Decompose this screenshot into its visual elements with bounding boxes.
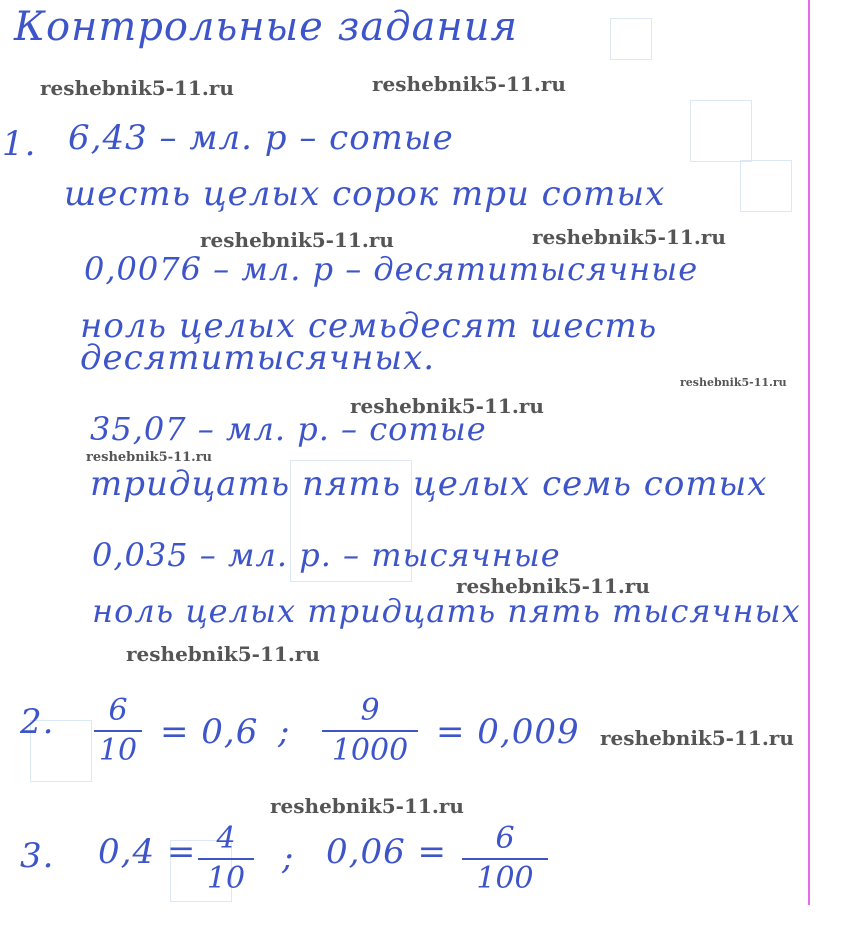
task1-words-cont: десятитысячных. <box>80 338 436 378</box>
margin-line <box>808 0 810 905</box>
fraction-denominator: 1000 <box>331 733 409 768</box>
fraction-denominator: 10 <box>206 861 246 896</box>
task2-result-2: = 0,009 <box>436 712 580 752</box>
watermark: reshebnik5-11.ru <box>40 76 234 100</box>
task1-expr: 0,035 – мл. р. – тысячные <box>92 536 561 574</box>
grid-cell <box>740 160 792 212</box>
watermark: reshebnik5-11.ru <box>680 376 787 389</box>
watermark: reshebnik5-11.ru <box>372 72 566 96</box>
task3-lhs-2: 0,06 = <box>326 832 447 872</box>
task1-words: ноль целых семьдесят шесть <box>80 306 658 346</box>
task3-fraction-2 <box>462 822 548 896</box>
grid-cell <box>690 100 752 162</box>
watermark: reshebnik5-11.ru <box>270 794 464 818</box>
task1-words: ноль целых тридцать пять тысячных <box>92 592 801 630</box>
watermark: reshebnik5-11.ru <box>600 726 794 750</box>
watermark: reshebnik5-11.ru <box>86 450 213 465</box>
grid-cell <box>610 18 652 60</box>
task1-expr: 35,07 – мл. р. – сотые <box>90 410 487 448</box>
task3-number: 3. <box>20 836 55 876</box>
fraction-denominator: 10 <box>98 733 138 768</box>
fraction-numerator: 6 <box>495 821 515 856</box>
watermark: reshebnik5-11.ru <box>456 574 650 598</box>
fraction-denominator: 100 <box>476 861 534 896</box>
fraction-bar <box>198 858 254 860</box>
fraction-bar <box>322 730 418 732</box>
task1-expr: 0,0076 – мл. р – десятитысячные <box>84 250 699 288</box>
task3-lhs-1: 0,4 = <box>98 832 197 872</box>
fraction-numerator: 9 <box>360 693 380 728</box>
task2-separator: ; <box>278 712 291 752</box>
task1-words: тридцать пять целых семь сотых <box>90 464 768 504</box>
task2-number: 2. <box>20 702 55 742</box>
task1-words: шесть целых сорок три сотых <box>64 174 666 214</box>
watermark: reshebnik5-11.ru <box>126 642 320 666</box>
fraction-bar <box>462 858 548 860</box>
page-title: Контрольные задания <box>14 4 519 50</box>
watermark: reshebnik5-11.ru <box>532 225 726 249</box>
task3-separator: ; <box>282 838 295 878</box>
task1-expr: 6,43 – мл. р – сотые <box>68 118 454 158</box>
fraction-numerator: 6 <box>108 693 128 728</box>
watermark: reshebnik5-11.ru <box>350 394 544 418</box>
fraction-bar <box>94 730 142 732</box>
task2-result-1: = 0,6 <box>160 712 259 752</box>
task2-fraction-2 <box>322 694 418 768</box>
task1-number: 1. <box>2 124 37 164</box>
task2-fraction-1 <box>94 694 142 768</box>
fraction-numerator: 4 <box>216 821 236 856</box>
watermark: reshebnik5-11.ru <box>200 228 394 252</box>
task3-fraction-1 <box>198 822 254 896</box>
